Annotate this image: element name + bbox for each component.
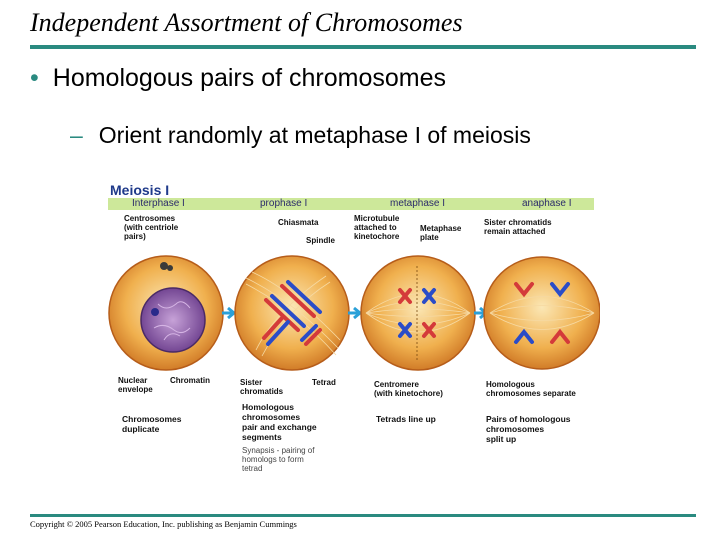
label-sister-chromatids: Sister chromatids (240, 378, 284, 396)
label-tetrad: Tetrad (312, 378, 336, 387)
phase-label-anaphase: anaphase I (522, 198, 572, 209)
phase-label-metaphase: metaphase I (390, 198, 446, 209)
caption-pairs-split: Pairs of homologous chromosomes split up (486, 414, 571, 444)
label-centrosomes: Centrosomes (with centriole pairs) (124, 214, 179, 241)
label-homologous-separate: Homologous chromosomes separate (486, 380, 576, 398)
label-nuclear-envelope: Nuclear envelope (118, 376, 153, 394)
label-chiasmata: Chiasmata (278, 218, 319, 227)
bullet-marker: • (30, 64, 39, 92)
title-divider (30, 45, 696, 49)
caption-homologous-pair: Homologous chromosomes pair and exchange segments (242, 402, 317, 442)
sub-bullet-text: Orient randomly at metaphase I of meiosis (98, 122, 531, 148)
meiosis-figure (106, 180, 600, 490)
label-microtubule: Microtubule attached to kinetochore (354, 214, 400, 241)
arrow-icon (222, 308, 234, 318)
label-sister-chromatids-attached: Sister chromatids remain attached (484, 218, 552, 236)
slide-title: Independent Assortment of Chromosomes (30, 8, 463, 37)
arrow-icon (348, 308, 360, 318)
figure-title: Meiosis I (110, 182, 170, 198)
label-centromere: Centromere (with kinetochore) (374, 380, 443, 398)
phase-label-interphase: Interphase I (132, 198, 185, 209)
label-metaphase-plate: Metaphase plate (420, 224, 462, 242)
metaphase-cell (361, 256, 475, 370)
footer-divider (30, 514, 696, 517)
sub-bullet-item (70, 122, 531, 149)
nucleus (141, 288, 205, 352)
bullet-item (30, 64, 446, 93)
centrosome (160, 262, 168, 270)
caption-tetrads-line-up: Tetrads line up (376, 414, 436, 424)
anaphase-cell (484, 257, 600, 369)
caption-chromosomes-duplicate: Chromosomes duplicate (122, 414, 182, 434)
prophase-cell (235, 256, 349, 370)
copyright-notice: Copyright © 2005 Pearson Education, Inc. publishing as Benjamin Cummings (30, 519, 297, 529)
label-spindle: Spindle (306, 236, 335, 245)
interphase-cell (109, 256, 223, 370)
bullet-text: Homologous pairs of chromosomes (52, 64, 446, 92)
label-chromatin: Chromatin (170, 376, 210, 385)
nucleolus (151, 308, 159, 316)
phase-label-prophase: prophase I (260, 198, 308, 209)
caption-synapsis: Synapsis - pairing of homologs to form tetrad (242, 446, 315, 473)
sub-bullet-marker: – (70, 122, 83, 148)
